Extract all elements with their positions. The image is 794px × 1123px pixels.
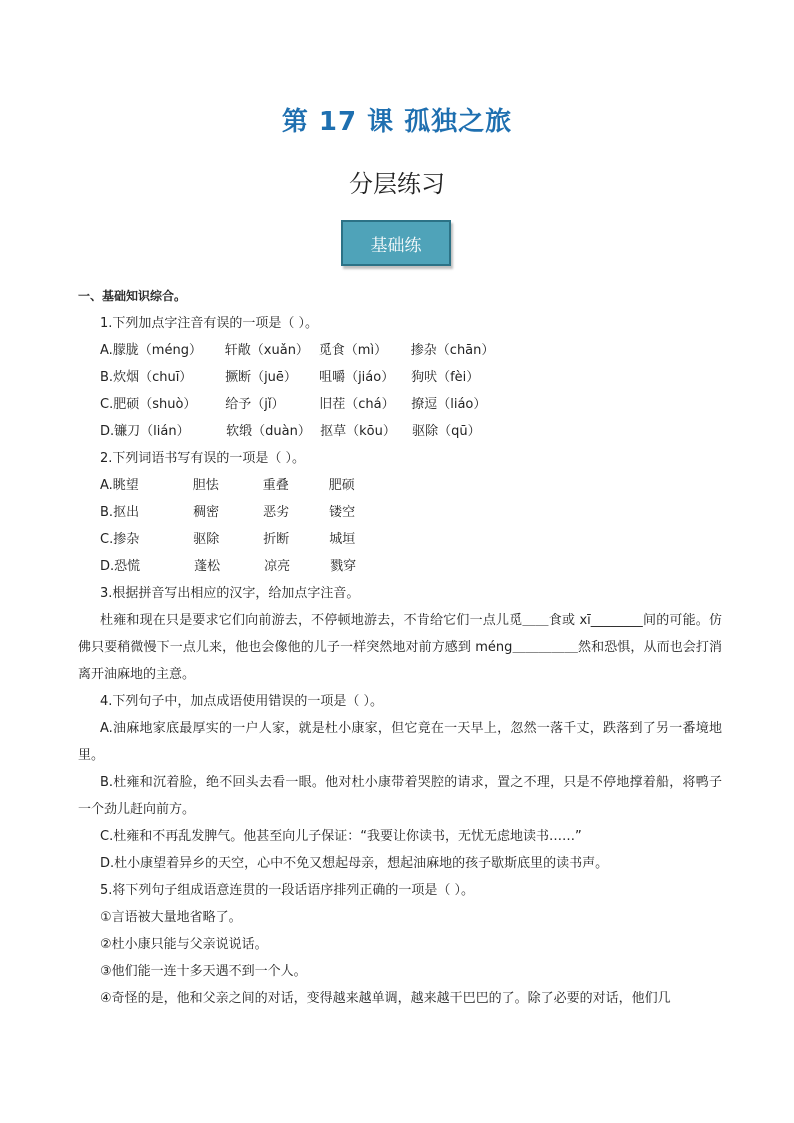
q5-sentence-4: ④奇怪的是，他和父亲之间的对话，变得越来越单调，越来越干巴巴的了。除了必要的对话，他们几 xyxy=(100,991,671,1006)
q5-sentence-2: ②杜小康只能与父亲说说话。 xyxy=(100,937,268,952)
option-item: 恶劣 xyxy=(263,505,290,520)
option-label: B. xyxy=(100,505,114,520)
q1-option-b xyxy=(78,364,722,391)
option-item: 掺杂（chān） xyxy=(410,343,495,358)
option-item: 撩逗（liáo） xyxy=(411,397,487,412)
option-item: 软缎（duàn） xyxy=(226,424,311,439)
section-heading: 一、基础知识综合。 xyxy=(78,289,187,303)
option-item: 觅食（mì） xyxy=(318,343,388,358)
option-item: 蓬松 xyxy=(194,559,221,574)
option-item: 撅断（juē） xyxy=(225,370,297,385)
option-label: D. xyxy=(100,424,115,439)
option-label: B. xyxy=(100,370,114,385)
question-2-stem: 2.下列词语书写有误的一项是（ ）。 xyxy=(100,451,306,466)
q2-option-b xyxy=(78,499,722,526)
q4-option-d: D.杜小康望着异乡的天空，心中不免又想起母亲，想起油麻地的孩子歇斯底里的读书声。 xyxy=(100,856,609,871)
option-item: 镂空 xyxy=(329,505,356,520)
exercise-content xyxy=(78,283,722,1012)
option-item: 城垣 xyxy=(329,532,356,547)
option-item: 戮穿 xyxy=(330,559,357,574)
q4-option-b: B.杜雍和沉着脸，绝不回头去看一眼。他对杜小康带着哭腔的请求，置之不理，只是不停地撑着船，将鸭子一个劲儿赶向前方。 xyxy=(78,775,722,817)
page-title: 第 17 课 孤独之旅 xyxy=(281,107,513,137)
option-item: 咀嚼（jiáo） xyxy=(319,370,395,385)
option-label: A. xyxy=(100,343,113,358)
q1-option-a xyxy=(78,337,722,364)
option-label: A. xyxy=(100,478,113,493)
option-item: 狗吠（fèi） xyxy=(411,370,480,385)
page-subtitle: 分层练习 xyxy=(349,170,445,198)
option-item: 掺杂 xyxy=(113,532,140,547)
option-item: 驱除 xyxy=(193,532,220,547)
q2-option-d xyxy=(78,553,722,580)
option-item: 驱除（qū） xyxy=(412,424,481,439)
option-item: 肥硕 xyxy=(328,478,355,493)
option-item: 恐慌 xyxy=(114,559,141,574)
option-item: 朦胧（méng） xyxy=(112,343,202,358)
option-item: 胆怯 xyxy=(192,478,219,493)
question-1-stem: 1.下列加点字注音有误的一项是（ ）。 xyxy=(100,316,319,331)
option-item: 炊烟（chuī） xyxy=(113,370,193,385)
option-item: 折断 xyxy=(263,532,290,547)
option-item: 重叠 xyxy=(262,478,289,493)
question-3-stem: 3.根据拼音写出相应的汉字，给加点字注音。 xyxy=(100,586,360,601)
option-item: 镰刀（lián） xyxy=(114,424,190,439)
option-item: 稠密 xyxy=(193,505,220,520)
option-label: C. xyxy=(100,397,114,412)
level-badge: 基础练 xyxy=(341,220,451,266)
option-item: 眺望 xyxy=(112,478,139,493)
option-label: D. xyxy=(100,559,115,574)
option-item: 给予（jǐ） xyxy=(225,397,285,412)
option-label: C. xyxy=(100,532,114,547)
q5-sentence-1: ①言语被大量地省略了。 xyxy=(100,910,242,925)
q2-option-c xyxy=(78,526,722,553)
option-item: 凉亮 xyxy=(264,559,291,574)
option-item: 抠草（kōu） xyxy=(320,424,396,439)
option-item: 旧茬（chá） xyxy=(319,397,395,412)
q5-sentence-3: ③他们能一连十多天遇不到一个人。 xyxy=(100,964,307,979)
q4-option-c: C.杜雍和不再乱发脾气。他甚至向儿子保证：“我要让你读书，无忧无虑地读书……” xyxy=(100,829,582,844)
question-3-passage: 杜雍和现在只是要求它们向前游去，不停顿地游去，不肯给它们一点儿觅＿＿食或 xī________间的可能。仿佛只要稍微慢下一点儿来，他也会像他的儿子一样突然地对前方感到 méng＿＿＿＿＿然和恐惧，从而也会打消离开油麻地的主意。 xyxy=(78,613,722,682)
option-item: 肥硕（shuò） xyxy=(113,397,197,412)
q2-option-a xyxy=(78,472,722,499)
q1-option-d xyxy=(78,418,722,445)
option-item: 抠出 xyxy=(113,505,140,520)
option-item: 轩敞（xuǎn） xyxy=(224,343,309,358)
question-4-stem: 4.下列句子中，加点成语使用错误的一项是（ ）。 xyxy=(100,694,384,709)
q1-option-c xyxy=(78,391,722,418)
question-5-stem: 5.将下列句子组成语意连贯的一段话语序排列正确的一项是（ ）。 xyxy=(100,883,475,898)
q4-option-a: A.油麻地家底最厚实的一户人家，就是杜小康家，但它竟在一天早上，忽然一落千丈，跌落到了另一番境地里。 xyxy=(78,721,722,763)
